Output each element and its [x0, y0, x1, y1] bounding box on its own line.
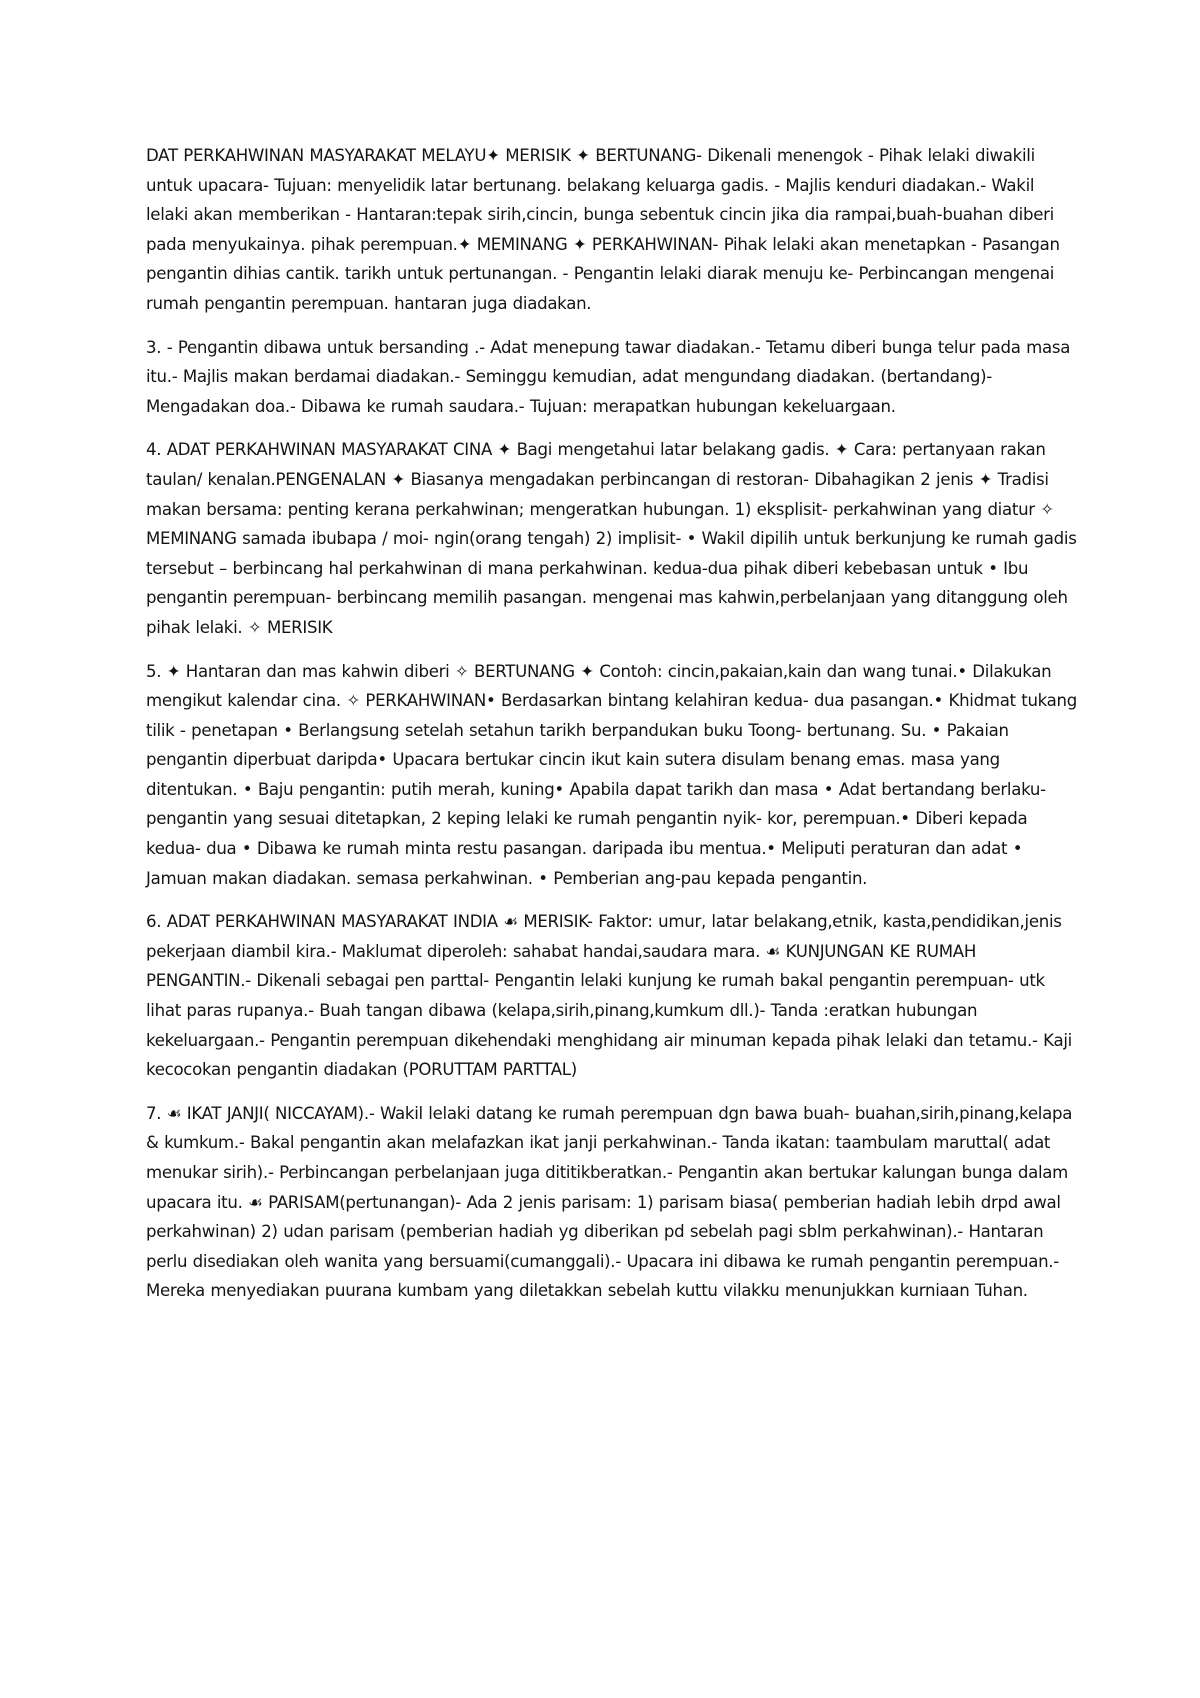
paragraph-section-4-chinese-wedding: 4. ADAT PERKAHWINAN MASYARAKAT CINA ✦ Bagi mengetahui latar belakang gadis. ✦ Cara: pertanyaan rakan taulan/ kenalan.PENGENALAN ✦ Biasanya mengadakan perbincangan di restoran- Dibahagikan 2 jenis ✦ Tradisi makan bersama: penting kerana perkahwinan; mengeratkan hubungan. 1) eksplisit- perkahwinan yang diatur ✧ MEMINANG samada ibubapa / moi- ngin(orang tengah) 2) implisit- • Wakil dipilih untuk berkunjung ke rumah gadis tersebut – berbincang hal perkahwinan di mana perkahwinan. kedua-dua pihak diberi kebebasan untuk • Ibu pengantin perempuan- berbincang memilih pasangan. mengenai mas kahwin,perbelanjaan yang ditanggung oleh pihak lelaki. ✧ MERISIK	[146, 440, 1077, 637]
paragraph-section-6-indian-wedding: 6. ADAT PERKAHWINAN MASYARAKAT INDIA ☙ MERISIK- Faktor: umur, latar belakang,etnik, kasta,pendidikan,jenis pekerjaan diambil kira.- Maklumat diperoleh: sahabat handai,saudara mara. ☙ KUNJUNGAN KE RUMAH PENGANTIN.- Dikenali sebagai pen parttal- Pengantin lelaki kunjung ke rumah bakal pengantin perempuan- utk lihat paras rupanya.- Buah tangan dibawa (kelapa,sirih,pinang,kumkum dll.)- Tanda :eratkan hubungan kekeluargaan.- Pengantin perempuan dikehendaki menghidang air minuman kepada pihak lelaki dan tetamu.- Kaji kecocokan pengantin diadakan (PORUTTAM PARTTAL)	[146, 912, 1072, 1080]
paragraph-section-5: 5. ✦ Hantaran dan mas kahwin diberi ✧ BERTUNANG ✦ Contoh: cincin,pakaian,kain dan wang tunai.• Dilakukan mengikut kalendar cina. ✧ PERKAHWINAN• Berdasarkan bintang kelahiran kedua- dua pasangan.• Khidmat tukang tilik - penetapan • Berlangsung setelah setahun tarikh berpandukan buku Toong- bertunang. Su. • Pakaian pengantin diperbuat daripda• Upacara bertukar cincin ikut kain sutera disulam benang emas. masa yang ditentukan. • Baju pengantin: putih merah, kuning• Apabila dapat tarikh dan masa • Adat bertandang berlaku- pengantin yang sesuai ditetapkan, 2 keping lelaki ke rumah pengantin nyik- kor, perempuan.• Diberi kepada kedua- dua • Dibawa ke rumah minta restu pasangan. daripada ibu mentua.• Meliputi peraturan dan adat • Jamuan makan diadakan. semasa perkahwinan. • Pemberian ang-pau kepada pengantin.	[146, 661, 1077, 888]
paragraph-malay-wedding: DAT PERKAHWINAN MASYARAKAT MELAYU✦ MERISIK ✦ BERTUNANG- Dikenali menengok - Pihak lelaki diwakili untuk upacara- Tujuan: menyelidik latar bertunang. belakang keluarga gadis. - Majlis kenduri diadakan.- Wakil lelaki akan memberikan - Hantaran:tepak sirih,cincin, bunga sebentuk cincin jika dia rampai,buah-buahan diberi pada menyukainya. pihak perempuan.✦ MEMINANG ✦ PERKAHWINAN- Pihak lelaki akan menetapkan - Pasangan pengantin dihias cantik. tarikh untuk pertunangan. - Pengantin lelaki diarak menuju ke- Perbincangan mengenai rumah pengantin perempuan. hantaran juga diadakan.	[146, 146, 1060, 313]
document-body	[146, 141, 1081, 1306]
paragraph-section-3: 3. - Pengantin dibawa untuk bersanding .- Adat menepung tawar diadakan.- Tetamu diberi bunga telur pada masa itu.- Majlis makan berdamai diadakan.- Seminggu kemudian, adat mengundang diadakan. (bertandang)- Mengadakan doa.- Dibawa ke rumah saudara.- Tujuan: merapatkan hubungan kekeluargaan.	[146, 337, 1071, 416]
paragraph-section-7: 7. ☙ IKAT JANJI( NICCAYAM).- Wakil lelaki datang ke rumah perempuan dgn bawa buah- buahan,sirih,pinang,kelapa & kumkum.- Bakal pengantin akan melafazkan ikat janji perkahwinan.- Tanda ikatan: taambulam maruttal( adat menukar sirih).- Perbincangan perbelanjaan juga dititikberatkan.- Pengantin akan bertukar kalungan bunga dalam upacara itu. ☙ PARISAM(pertunangan)- Ada 2 jenis parisam: 1) parisam biasa( pemberian hadiah lebih drpd awal perkahwinan) 2) udan parisam (pemberian hadiah yg diberikan pd sebelah pagi sblm perkahwinan).- Hantaran perlu disediakan oleh wanita yang bersuami(cumanggali).- Upacara ini dibawa ke rumah pengantin perempuan.- Mereka menyediakan puurana kumbam yang diletakkan sebelah kuttu vilakku menunjukkan kurniaan Tuhan.	[146, 1103, 1073, 1301]
